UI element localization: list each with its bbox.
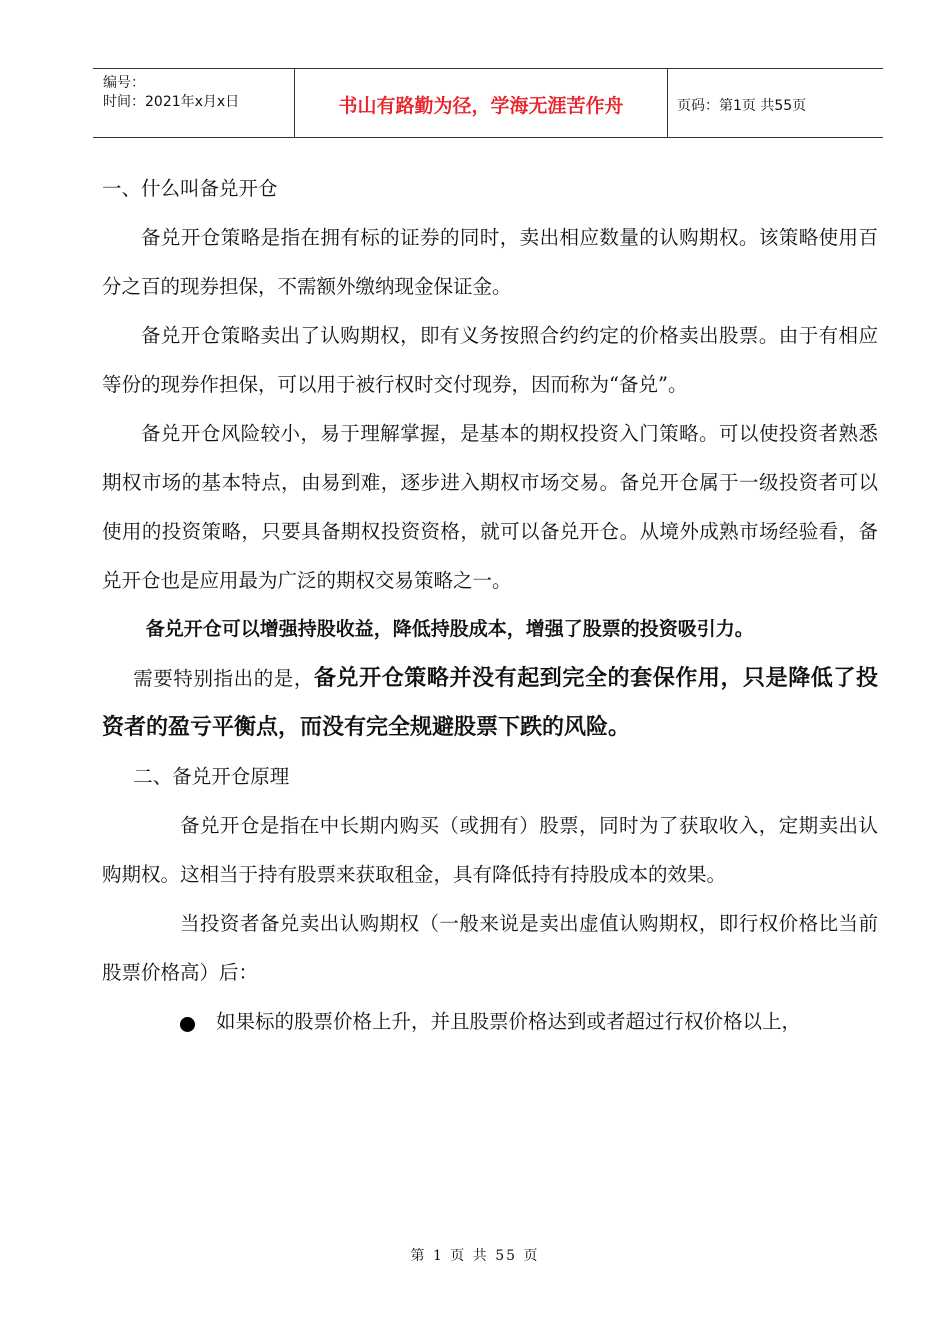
paragraph-3: 备兑开仓风险较小，易于理解掌握，是基本的期权投资入门策略。可以使投资者熟悉期权市场的基本特点，由易到难，逐步进入期权市场交易。备兑开仓属于一级投资者可以使用的投资策略，只要具备期权投资资格，就可以备兑开仓。从境外成熟市场经验看，备兑开仓也是应用最为广泛的期权交易策略之一。: [102, 422, 878, 592]
header-page-info: 页码：第1页 共55页: [677, 98, 807, 114]
paragraph-1: 备兑开仓策略是指在拥有标的证券的同时，卖出相应数量的认购期权。该策略使用百分之百的现券担保，不需额外缴纳现金保证金。: [102, 226, 878, 298]
section-heading-1: 一、什么叫备兑开仓: [102, 177, 278, 200]
header-left-cell: [93, 69, 294, 137]
doc-time: 时间：2021年x月x日: [103, 94, 240, 110]
header-motto: 书山有路勤为径，学海无涯苦作舟: [338, 95, 624, 117]
paragraph-5: [102, 654, 878, 752]
bullet-item: [102, 997, 878, 1046]
paragraph-5-lead: 需要特别指出的是，: [133, 667, 314, 690]
paragraph-7: 当投资者备兑卖出认购期权（一般来说是卖出虚值认购期权，即行权价格比当前股票价格高）后：: [102, 912, 878, 984]
paragraph-5-emphasis: 备兑开仓策略并没有起到完全的套保作用，只是降低了投资者的盈亏平衡点，而没有完全规避股票下跌的风险。: [102, 666, 878, 740]
paragraph-2: 备兑开仓策略卖出了认购期权，即有义务按照合约约定的价格卖出股票。由于有相应等份的现券作担保，可以用于被行权时交付现券，因而称为“备兑”。: [102, 324, 878, 396]
header-right-cell: [667, 69, 883, 137]
paragraph-4-bold: 备兑开仓可以增强持股收益，降低持股成本，增强了股票的投资吸引力。: [145, 618, 754, 640]
page-footer: 第 1 页 共 55 页: [410, 1248, 540, 1264]
doc-number: 编号：: [103, 75, 145, 91]
header-mid-cell: [294, 69, 668, 137]
bullet-dot-icon: [180, 1017, 195, 1032]
paragraph-6: 备兑开仓是指在中长期内购买（或拥有）股票，同时为了获取收入，定期卖出认购期权。这相当于持有股票来获取租金，具有降低持有持股成本的效果。: [102, 814, 878, 886]
section-heading-2: 二、备兑开仓原理: [133, 765, 290, 788]
document-body: [102, 164, 878, 1046]
page-header: [93, 68, 883, 138]
bullet-item-text: 如果标的股票价格上升，并且股票价格达到或者超过行权价格以上，: [216, 1010, 802, 1033]
